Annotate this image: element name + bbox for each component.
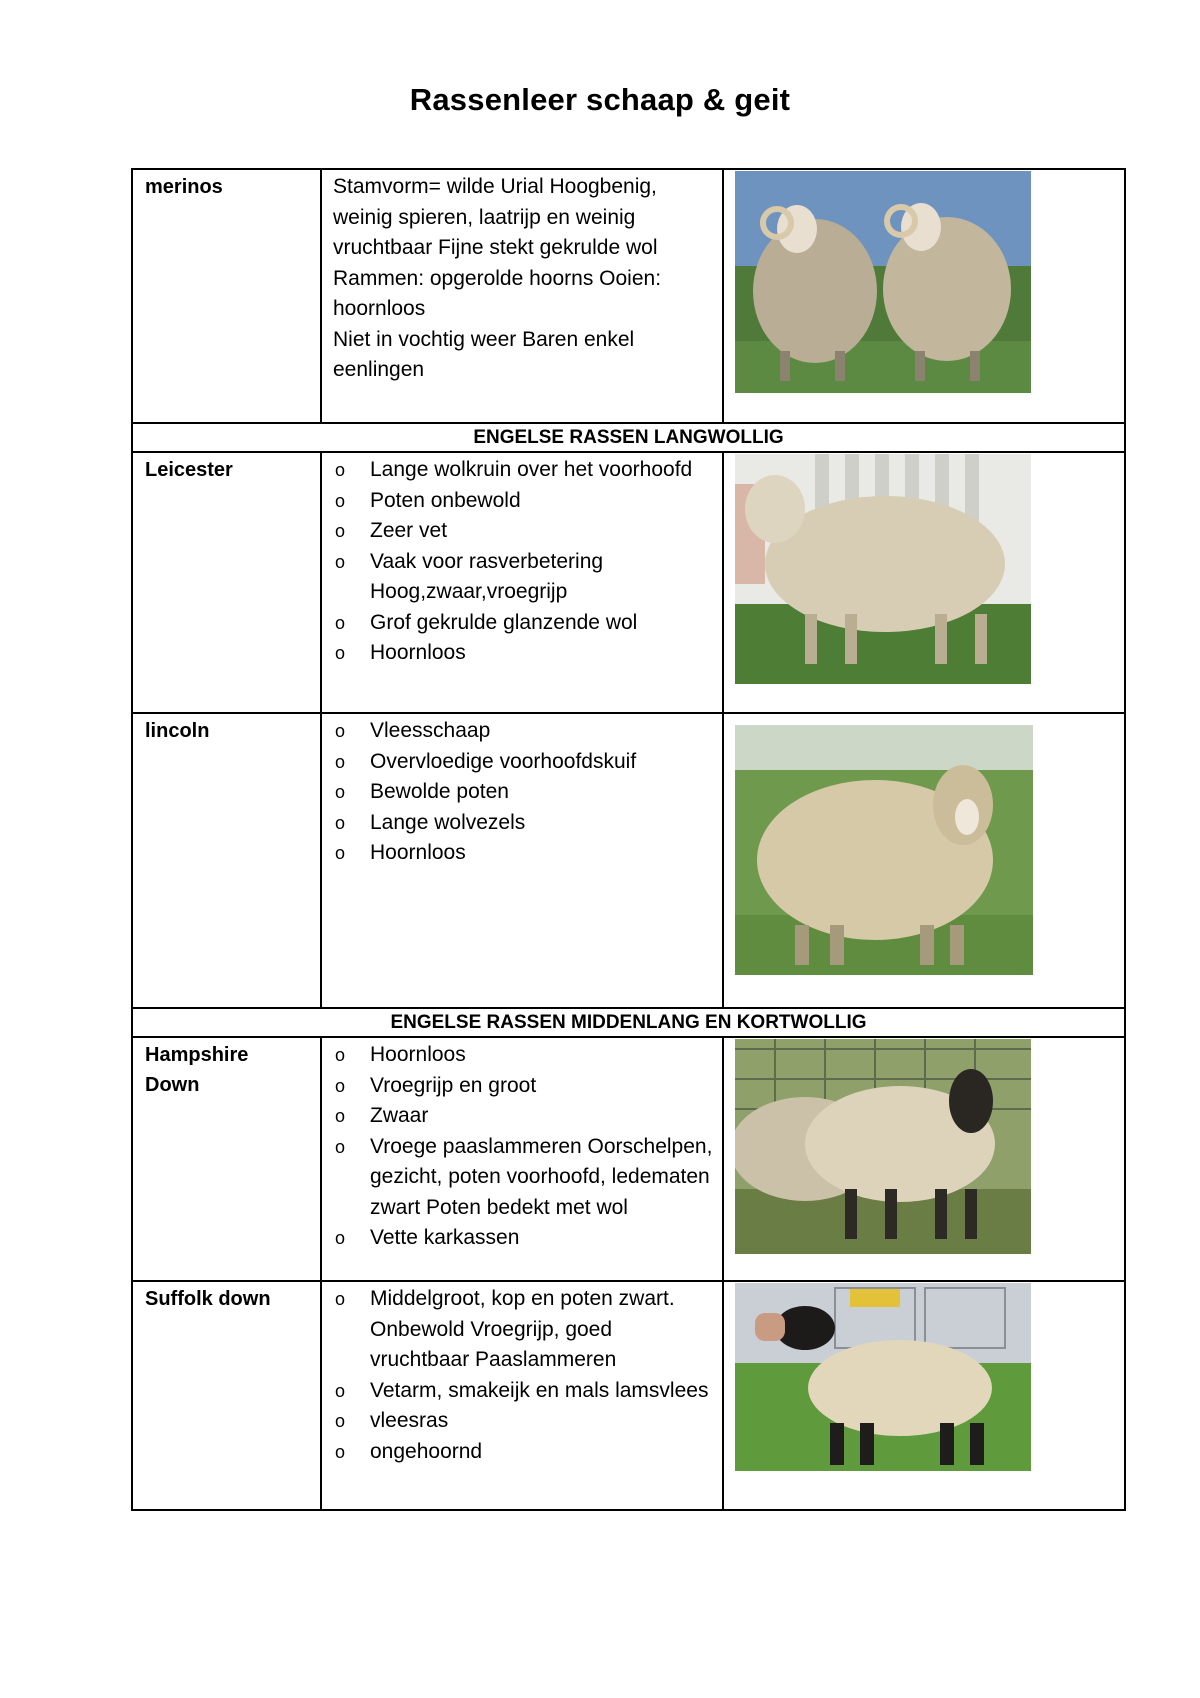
bullet-marker: o <box>335 1441 346 1462</box>
feature-list <box>333 1284 716 1467</box>
breed-name: merinos <box>132 169 321 423</box>
breed-photo-cell <box>723 1037 1125 1281</box>
breed-row-leicester <box>132 452 1125 713</box>
list-item: o Grof gekrulde glanzende wol <box>333 608 716 639</box>
list-item: o Zwaar <box>333 1101 716 1132</box>
description-line: hoornloos <box>333 297 426 320</box>
breed-description <box>321 1037 723 1281</box>
bullet-marker: o <box>335 1411 346 1431</box>
list-item: o Lange wolvezels <box>333 808 716 839</box>
breed-name: Suffolk down <box>132 1281 321 1510</box>
bullet-marker: o <box>335 612 346 633</box>
breed-row-suffolk-down <box>132 1281 1125 1510</box>
bullet-marker: o <box>335 521 346 541</box>
section-row <box>132 1008 1125 1037</box>
breed-description <box>321 452 723 713</box>
section-heading: ENGELSE RASSEN LANGWOLLIG <box>132 423 1125 452</box>
feature-list <box>333 455 716 669</box>
list-item: o Hoornloos <box>333 638 716 669</box>
bullet-marker: o <box>335 643 346 663</box>
bullet-marker: o <box>335 812 346 833</box>
list-item: o Vroege paaslammeren Oorschelpen, gezicht, poten voorhoofd, ledematen zwart Poten bedekt met wol <box>333 1132 716 1224</box>
breed-table <box>131 168 1126 1511</box>
feature-list <box>333 1040 716 1254</box>
page-title: Rassenleer schaap & geit <box>409 82 791 117</box>
list-item: o Vleesschaap <box>333 716 716 747</box>
bullet-marker: o <box>335 551 346 572</box>
list-item: o Middelgroot, kop en poten zwart. Onbewold Vroegrijp, goed vruchtbaar Paaslammeren <box>333 1284 716 1376</box>
breed-description <box>321 713 723 1008</box>
bullet-marker: o <box>335 1045 346 1065</box>
description-line: Rammen: opgerolde hoorns Ooien: <box>333 266 662 290</box>
list-item: o vleesras <box>333 1406 716 1437</box>
hampshire-down-photo <box>735 1039 1031 1254</box>
breed-photo-cell <box>723 169 1125 423</box>
bullet-marker: o <box>335 1136 346 1157</box>
description-line: vruchtbaar Fijne stekt gekrulde wol <box>333 236 658 259</box>
list-item: o Bewolde poten <box>333 777 716 808</box>
list-item: o Hoornloos <box>333 1040 716 1071</box>
bullet-marker: o <box>335 1380 346 1401</box>
bullet-marker: o <box>335 460 346 480</box>
lincoln-photo <box>735 725 1033 975</box>
feature-list <box>333 716 716 869</box>
section-row <box>132 423 1125 452</box>
list-item: o Poten onbewold <box>333 486 716 517</box>
bullet-marker: o <box>335 1228 346 1248</box>
bullet-marker: o <box>335 1289 346 1309</box>
suffolk-down-photo <box>735 1283 1031 1471</box>
section-heading: ENGELSE RASSEN MIDDENLANG EN KORTWOLLIG <box>132 1008 1125 1037</box>
breed-name: Leicester <box>132 452 321 713</box>
description-line: weinig spieren, laatrijp en weinig <box>333 205 636 229</box>
breed-description <box>321 1281 723 1510</box>
list-item: o Vetarm, smakeijk en mals lamsvlees <box>333 1376 716 1407</box>
list-item: o Vaak voor rasverbetering Hoog,zwaar,vroegrijp <box>333 547 716 608</box>
list-item: o ongehoornd <box>333 1437 716 1468</box>
bullet-marker: o <box>335 843 346 863</box>
breed-photo-cell <box>723 713 1125 1008</box>
breed-name: Hampshire Down <box>132 1037 321 1281</box>
list-item: o Hoornloos <box>333 838 716 869</box>
bullet-marker: o <box>335 490 346 511</box>
breed-name: lincoln <box>132 713 321 1008</box>
bullet-marker: o <box>335 751 346 772</box>
bullet-marker: o <box>335 1106 346 1126</box>
description-line: Stamvorm= wilde Urial Hoogbenig, <box>333 175 657 198</box>
breed-description <box>321 169 723 423</box>
breed-row-merinos <box>132 169 1125 423</box>
list-item: o Vette karkassen <box>333 1223 716 1254</box>
bullet-marker: o <box>335 721 346 741</box>
list-item: o Overvloedige voorhoofdskuif <box>333 747 716 778</box>
breed-row-lincoln <box>132 713 1125 1008</box>
bullet-marker: o <box>335 1075 346 1096</box>
merinos-photo <box>735 171 1031 393</box>
breed-photo-cell <box>723 452 1125 713</box>
list-item: o Lange wolkruin over het voorhoofd <box>333 455 716 486</box>
breed-photo-cell <box>723 1281 1125 1510</box>
description-line: Niet in vochtig weer Baren enkel <box>333 327 635 351</box>
list-item: o Vroegrijp en groot <box>333 1071 716 1102</box>
bullet-marker: o <box>335 782 346 802</box>
breed-row-hampshire-down <box>132 1037 1125 1281</box>
list-item: o Zeer vet <box>333 516 716 547</box>
description-line: eenlingen <box>333 358 425 381</box>
leicester-photo <box>735 454 1031 684</box>
